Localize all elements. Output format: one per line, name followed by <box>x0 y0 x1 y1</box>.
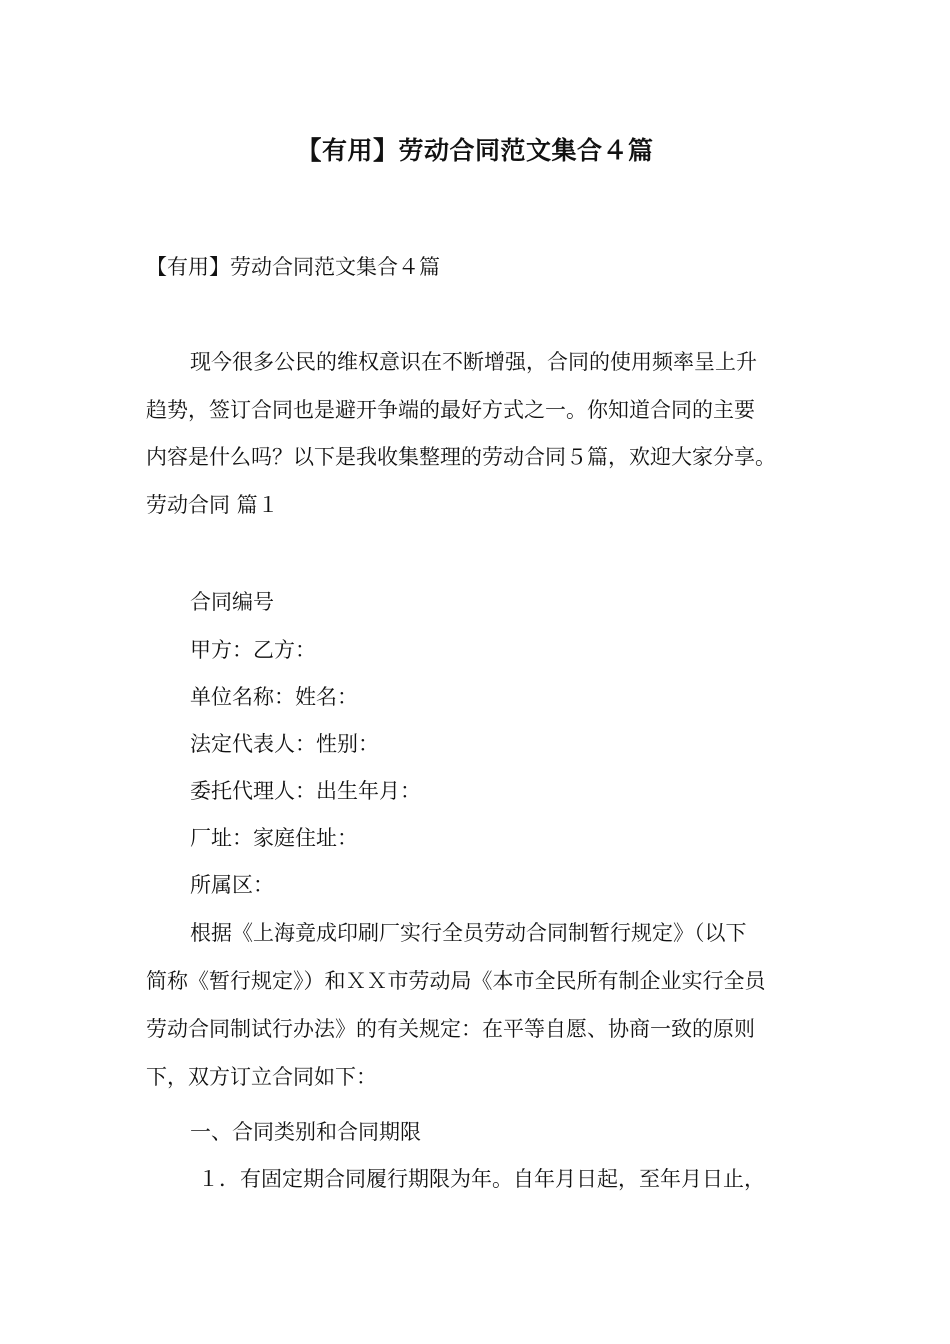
basis-line-3: 劳动合同制试行办法》的有关规定：在平等自愿、协商一致的原则 <box>146 1017 755 1041</box>
field-legal-rep: 法定代表人：性别： <box>190 732 379 756</box>
clause-1: １．有固定期合同履行期限为年。自年月日起，至年月日止， <box>198 1167 765 1191</box>
document-title: 【有用】劳动合同范文集合４篇 <box>296 136 654 165</box>
field-address: 厂址：家庭住址： <box>190 826 358 850</box>
basis-line-1: 根据《上海竟成印刷厂实行全员劳动合同制暂行规定》（以下 <box>190 921 747 945</box>
document-subtitle: 【有用】劳动合同范文集合４篇 <box>146 255 440 279</box>
field-contract-number: 合同编号 <box>190 590 274 614</box>
field-agent: 委托代理人：出生年月： <box>190 779 421 803</box>
field-parties: 甲方：乙方： <box>190 638 316 662</box>
intro-line-1: 现今很多公民的维权意识在不断增强，合同的使用频率呈上升 <box>190 350 757 374</box>
basis-line-4: 下，双方订立合同如下： <box>146 1065 377 1089</box>
basis-line-2: 简称《暂行规定》）和ＸＸ市劳动局《本市全民所有制企业实行全员 <box>146 969 766 993</box>
intro-line-4: 劳动合同 篇１ <box>146 493 279 517</box>
field-district: 所属区： <box>190 873 274 897</box>
section-heading: 一、合同类别和合同期限 <box>190 1120 421 1144</box>
field-unit-name: 单位名称：姓名： <box>190 685 358 709</box>
intro-line-3: 内容是什么吗？以下是我收集整理的劳动合同５篇，欢迎大家分享。 <box>146 445 776 469</box>
intro-line-2: 趋势，签订合同也是避开争端的最好方式之一。你知道合同的主要 <box>146 398 755 422</box>
